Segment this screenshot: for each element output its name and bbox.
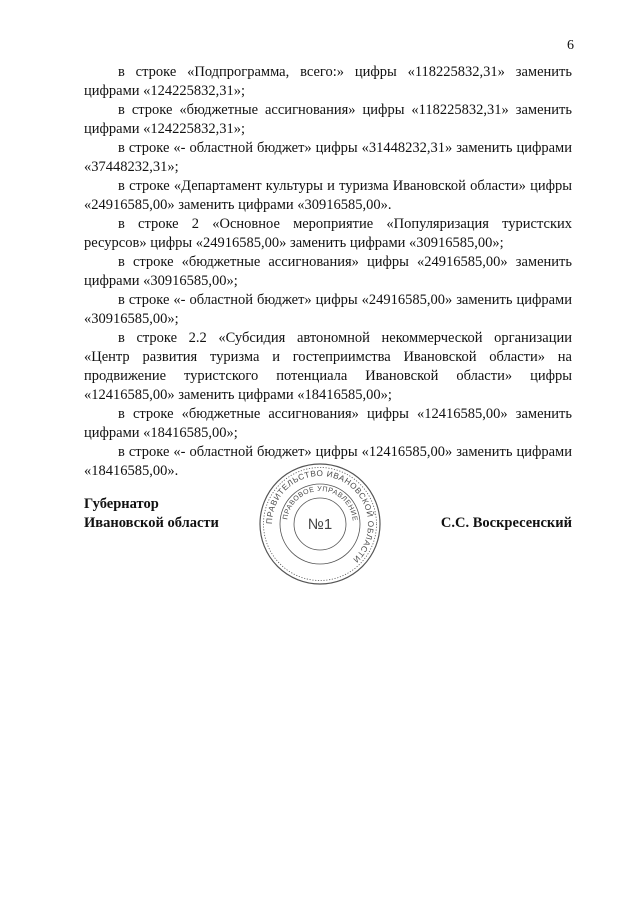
page-number: 6 xyxy=(567,38,574,53)
paragraph: в строке «- областной бюджет» цифры «24916585,00» заменить цифрами «30916585,00»; xyxy=(84,292,572,327)
seal-graphic xyxy=(258,462,382,586)
document-body xyxy=(84,63,572,481)
paragraph: в строке «бюджетные ассигнования» цифры «24916585,00» заменить цифрами «30916585,00»; xyxy=(84,254,572,289)
paragraph: в строке «- областной бюджет» цифры «12416585,00» заменить цифрами «18416585,00». xyxy=(84,444,572,479)
svg-text:№1: №1 xyxy=(307,516,333,533)
paragraph: в строке «бюджетные ассигнования» цифры «118225832,31» заменить цифрами «124225832,31»; xyxy=(84,102,572,137)
paragraph: в строке 2 «Основное мероприятие «Популяризация туристских ресурсов» цифры «24916585,00» заменить цифрами «30916585,00»; xyxy=(84,216,572,251)
paragraph: в строке «- областной бюджет» цифры «31448232,31» заменить цифрами «37448232,31»; xyxy=(84,140,572,175)
signatory-title-line2: Ивановской области xyxy=(84,515,219,531)
paragraph: в строке «Департамент культуры и туризма Ивановской области» цифры «24916585,00» заменить цифрами «30916585,00». xyxy=(84,178,572,213)
paragraph: в строке «Подпрограмма, всего:» цифры «118225832,31» заменить цифрами «124225832,31»; xyxy=(84,64,572,99)
svg-text:ПРАВОВОЕ УПРАВЛЕНИЕ: ПРАВОВОЕ УПРАВЛЕНИЕ xyxy=(282,485,358,522)
signatory-title-line1: Губернатор xyxy=(84,496,159,512)
official-seal-stamp xyxy=(258,462,382,586)
paragraph: в строке 2.2 «Субсидия автономной некоммерческой организации «Центр развития туризма и гостеприимства Ивановской области» на продвижение туристского потенциала Ивановской области» цифры «12416585,00» заменить цифрами «18416585,00»; xyxy=(84,330,572,403)
paragraph: в строке «бюджетные ассигнования» цифры «12416585,00» заменить цифрами «18416585,00»; xyxy=(84,406,572,441)
signatory-title xyxy=(84,495,219,533)
svg-text:ПРАВИТЕЛЬСТВО ИВАНОВСКОЙ ОБЛАС: ПРАВИТЕЛЬСТВО ИВАНОВСКОЙ ОБЛАСТИ xyxy=(264,468,376,565)
signatory-name: С.С. Воскресенский xyxy=(440,515,572,531)
